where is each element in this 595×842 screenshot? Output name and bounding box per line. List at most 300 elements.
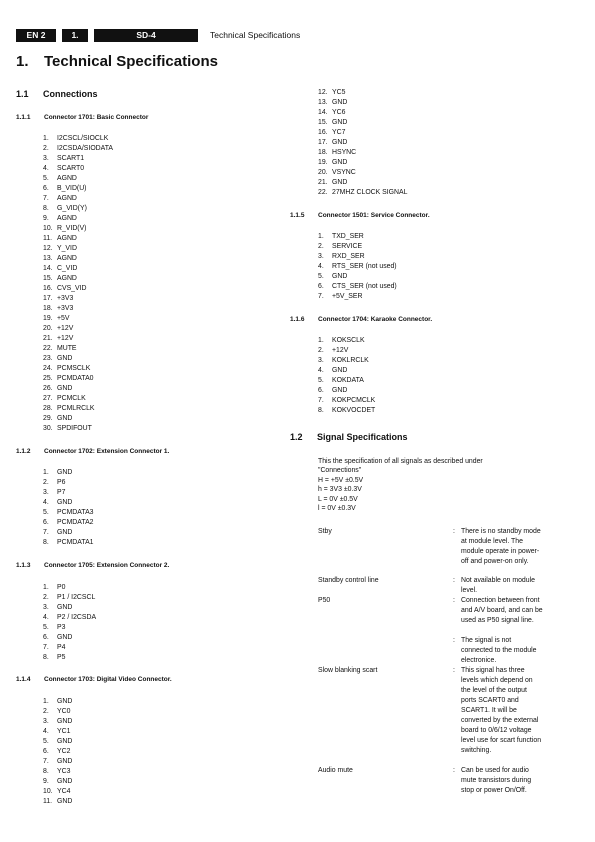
pin-signal-name: P2 / I2CSDA — [57, 614, 97, 621]
section-number: 1.2 — [290, 432, 303, 442]
pin-number: 2. — [43, 479, 49, 486]
signal-label: Audio mute — [318, 767, 353, 774]
section-number: 1.1.6 — [290, 316, 305, 323]
pin-number: 5. — [43, 738, 49, 745]
pin-list-item — [43, 334, 113, 344]
pin-signal-name: GND — [57, 634, 73, 641]
section-title: Connector 1703: Digital Video Connector. — [44, 676, 172, 683]
pin-signal-name: VSYNC — [332, 169, 356, 176]
voltage-spec-low: L = 0V ±0.5V — [318, 495, 358, 503]
pin-number: 4. — [43, 614, 49, 621]
signal-intro — [318, 457, 548, 513]
pin-number: 18. — [43, 305, 53, 312]
pin-number: 25. — [43, 375, 53, 382]
pin-list-item — [318, 178, 407, 188]
pin-signal-name: GND — [57, 385, 73, 392]
section-1-1-heading — [16, 89, 98, 99]
pin-list-item — [43, 528, 94, 538]
signal-label: Stby — [318, 528, 332, 535]
pin-signal-name: GND — [332, 387, 348, 394]
pin-list-item — [318, 356, 375, 366]
pin-list-item — [43, 244, 113, 254]
signal-description: Can be used for audio mute transistors during stop or power On/Off. — [461, 767, 532, 794]
pin-signal-name: RTS_SER (not used) — [332, 263, 397, 270]
pin-list-item — [43, 314, 113, 324]
pin-list-item — [43, 583, 96, 593]
pin-number: 5. — [318, 377, 324, 384]
pin-list-item — [43, 284, 113, 294]
pin-signal-name: GND — [57, 499, 73, 506]
pin-signal-name: KOKVOCDET — [332, 407, 376, 414]
page-title-text: Technical Specifications — [44, 53, 218, 70]
connector-1501-pin-list — [318, 232, 397, 302]
pin-signal-name: GND — [57, 415, 73, 422]
pin-list-item — [43, 324, 113, 334]
pin-signal-name: AGND — [57, 195, 77, 202]
pin-list-item — [43, 767, 72, 777]
pin-signal-name: RXD_SER — [332, 253, 365, 260]
pin-list-item — [43, 264, 113, 274]
pin-number: 14. — [318, 109, 328, 116]
section-1-1-1-heading — [16, 114, 148, 121]
section-1-1-4-heading — [16, 676, 172, 683]
pin-list-item — [318, 158, 407, 168]
pin-signal-name: GND — [57, 355, 73, 362]
pin-number: 6. — [43, 634, 49, 641]
pin-signal-name: SERVICE — [332, 243, 363, 250]
pin-list-item — [43, 707, 72, 717]
pin-signal-name: GND — [57, 529, 73, 536]
pin-list-item — [43, 354, 113, 364]
section-number: 1.1.5 — [290, 212, 305, 219]
pin-number: 23. — [43, 355, 53, 362]
pin-list-item — [43, 254, 113, 264]
pin-number: 1. — [43, 584, 49, 591]
pin-signal-name: GND — [57, 738, 73, 745]
pin-list-item — [43, 697, 72, 707]
pin-list-item — [43, 404, 113, 414]
pin-number: 1. — [318, 233, 324, 240]
pin-signal-name: 27MHZ CLOCK SIGNAL — [332, 189, 408, 196]
pin-number: 2. — [43, 708, 49, 715]
pin-list-item — [318, 242, 397, 252]
connector-1702-pin-list — [43, 468, 94, 548]
pin-list-item — [318, 262, 397, 272]
pin-number: 6. — [318, 283, 324, 290]
pin-number: 1. — [43, 135, 49, 142]
signal-label: P50 — [318, 597, 331, 604]
pin-list-item — [43, 384, 113, 394]
voltage-spec-high-3v3: h = 3V3 ±0.3V — [318, 486, 362, 494]
pin-number: 3. — [318, 253, 324, 260]
pin-list-item — [318, 138, 407, 148]
pin-number: 3. — [43, 489, 49, 496]
pin-list-item — [318, 128, 407, 138]
pin-number: 7. — [43, 195, 49, 202]
pin-signal-name: GND — [57, 758, 73, 765]
pin-number: 1. — [43, 698, 49, 705]
pin-list-item — [43, 603, 96, 613]
pin-list-item — [43, 304, 113, 314]
pin-signal-name: GND — [57, 778, 73, 785]
pin-list-item — [43, 144, 113, 154]
voltage-spec-low-03: l = 0V ±0.3V — [318, 505, 356, 513]
signal-description: Connection between front and A/V board, and can be used as P50 signal line. — [461, 597, 543, 624]
pin-list-item — [43, 757, 72, 767]
pin-signal-name: YC6 — [332, 109, 346, 116]
pin-number: 7. — [318, 397, 324, 404]
pin-signal-name: G_VID(Y) — [57, 205, 87, 212]
pin-number: 3. — [43, 155, 49, 162]
pin-number: 4. — [318, 263, 324, 270]
pin-signal-name: CVS_VID — [57, 285, 87, 292]
pin-list-item — [318, 148, 407, 158]
pin-signal-name: PCMSCLK — [57, 365, 91, 372]
pin-number: 2. — [43, 145, 49, 152]
pin-signal-name: +12V — [332, 347, 349, 354]
pin-number: 1. — [318, 337, 324, 344]
page-title-number: 1. — [16, 53, 29, 70]
pin-signal-name: AGND — [57, 235, 77, 242]
pin-signal-name: YC3 — [57, 768, 71, 775]
pin-list-item — [318, 292, 397, 302]
pin-signal-name: GND — [332, 273, 348, 280]
pin-list-item — [43, 194, 113, 204]
pin-number: 9. — [43, 778, 49, 785]
section-title: Connector 1705: Extension Connector 2. — [44, 562, 170, 569]
pin-signal-name: GND — [332, 159, 348, 166]
pin-list-item — [318, 232, 397, 242]
pin-number: 16. — [43, 285, 53, 292]
signal-description: This signal has three levels which depend on the level of the output ports SCART0 and SCART1. It will be converted by the external board to 0/6/12 voltage level use for scart function switching. — [461, 667, 542, 754]
intro-line: "Connections" — [318, 467, 362, 475]
pin-list-item — [318, 252, 397, 262]
pin-number: 18. — [318, 149, 328, 156]
connector-1703-pin-list-part2 — [318, 88, 407, 198]
pin-number: 6. — [43, 519, 49, 526]
page-title — [16, 53, 218, 70]
pin-number: 17. — [43, 295, 53, 302]
pin-signal-name: PCMLRCLK — [57, 405, 95, 412]
pin-number: 30. — [43, 425, 53, 432]
pin-signal-name: PCMDATA0 — [57, 375, 94, 382]
pin-number: 9. — [43, 215, 49, 222]
pin-signal-name: YC7 — [332, 129, 346, 136]
pin-signal-name: +12V — [57, 335, 74, 342]
pin-list-item — [43, 214, 113, 224]
pin-number: 22. — [318, 189, 328, 196]
pin-number: 21. — [318, 179, 328, 186]
pin-list-item — [318, 188, 407, 198]
pin-list-item — [43, 623, 96, 633]
section-number: 1.1.2 — [16, 448, 31, 455]
pin-signal-name: KOKPCMCLK — [332, 397, 376, 404]
pin-signal-name: GND — [57, 604, 73, 611]
pin-number: 8. — [43, 205, 49, 212]
section-title: Connector 1501: Service Connector. — [318, 212, 430, 219]
pin-number: 15. — [43, 275, 53, 282]
pin-list-item — [43, 797, 72, 807]
pin-signal-name: PCMDATA3 — [57, 509, 94, 516]
pin-number: 19. — [43, 315, 53, 322]
pin-list-item — [43, 747, 72, 757]
pin-list-item — [43, 488, 94, 498]
pin-signal-name: P5 — [57, 654, 66, 661]
pin-signal-name: CTS_SER (not used) — [332, 283, 397, 290]
pin-list-item — [43, 374, 113, 384]
pin-number: 12. — [318, 89, 328, 96]
pin-list-item — [43, 234, 113, 244]
pin-signal-name: GND — [332, 367, 348, 374]
pin-list-item — [43, 643, 96, 653]
pin-number: 20. — [318, 169, 328, 176]
pin-number: 7. — [43, 644, 49, 651]
section-number: 1.1.3 — [16, 562, 31, 569]
pin-list-item — [318, 98, 407, 108]
pin-list-item — [318, 366, 375, 376]
pin-signal-name: +3V3 — [57, 305, 74, 312]
pin-signal-name: GND — [57, 718, 73, 725]
pin-number: 11. — [43, 798, 53, 805]
connector-1703-pin-list-part1 — [43, 697, 72, 807]
section-number: 1.1.4 — [16, 676, 31, 683]
pin-signal-name: AGND — [57, 275, 77, 282]
pin-signal-name: YC5 — [332, 89, 346, 96]
pin-signal-name: GND — [57, 798, 73, 805]
signal-description: The signal is not connected to the module electronice. — [461, 637, 537, 664]
pin-list-item — [318, 282, 397, 292]
pin-list-item — [43, 134, 113, 144]
pin-number: 11. — [43, 235, 53, 242]
pin-number: 17. — [318, 139, 328, 146]
section-1-2-heading — [290, 432, 408, 442]
pin-list-item — [43, 274, 113, 284]
pin-signal-name: YC2 — [57, 748, 71, 755]
pin-signal-name: +5V_SER — [332, 293, 363, 300]
pin-signal-name: GND — [332, 179, 348, 186]
pin-number: 2. — [318, 347, 324, 354]
pin-signal-name: P4 — [57, 644, 66, 651]
intro-line: This the specification of all signals as described under — [318, 458, 483, 465]
pin-signal-name: P7 — [57, 489, 66, 496]
pin-list-item — [43, 204, 113, 214]
pin-number: 15. — [318, 119, 328, 126]
pin-number: 2. — [43, 594, 49, 601]
pin-list-item — [318, 386, 375, 396]
pin-number: 29. — [43, 415, 53, 422]
pin-signal-name: KOKSCLK — [332, 337, 365, 344]
pin-signal-name: Y_VID — [57, 245, 77, 252]
pin-list-item — [43, 424, 113, 434]
pin-signal-name: AGND — [57, 215, 77, 222]
pin-number: 26. — [43, 385, 53, 392]
pin-list-item — [318, 168, 407, 178]
section-title: Connector 1701: Basic Connector — [44, 114, 149, 121]
pin-number: 21. — [43, 335, 53, 342]
pin-signal-name: C_VID — [57, 265, 78, 272]
pin-signal-name: KOKDATA — [332, 377, 364, 384]
pin-number: 3. — [318, 357, 324, 364]
pin-signal-name: YC4 — [57, 788, 71, 795]
pin-signal-name: I2CSDA/SIODATA — [57, 145, 114, 152]
section-1-1-5-heading — [290, 212, 430, 219]
pin-list-item — [43, 787, 72, 797]
pin-signal-name: GND — [332, 99, 348, 106]
connector-1705-pin-list — [43, 583, 96, 663]
pin-signal-name: AGND — [57, 255, 77, 262]
pin-number: 5. — [318, 273, 324, 280]
header-title: Technical Specifications — [210, 30, 301, 40]
pin-signal-name: YC1 — [57, 728, 71, 735]
pin-number: 13. — [43, 255, 53, 262]
pin-list-item — [43, 717, 72, 727]
pin-number: 24. — [43, 365, 53, 372]
pin-number: 4. — [43, 728, 49, 735]
pin-list-item — [318, 336, 375, 346]
pin-list-item — [318, 272, 397, 282]
pin-number: 4. — [43, 165, 49, 172]
pin-list-item — [43, 518, 94, 528]
language-tag: EN 2 — [16, 29, 56, 42]
signal-description: There is no standby mode at module level. The module operate in power-off and power-on only. — [461, 528, 541, 565]
section-1-1-2-heading — [16, 448, 169, 455]
pin-list-item — [318, 406, 375, 416]
pin-list-item — [43, 174, 113, 184]
pin-list-item — [43, 394, 113, 404]
pin-number: 6. — [318, 387, 324, 394]
pin-signal-name: +12V — [57, 325, 74, 332]
pin-number: 13. — [318, 99, 328, 106]
pin-number: 28. — [43, 405, 53, 412]
section-1-1-3-heading — [16, 562, 169, 569]
pin-list-item — [43, 613, 96, 623]
section-title: Connector 1702: Extension Connector 1. — [44, 448, 170, 455]
pin-signal-name: GND — [332, 119, 348, 126]
pin-signal-name: SCART1 — [57, 155, 85, 162]
pin-list-item — [318, 346, 375, 356]
pin-signal-name: GND — [57, 469, 73, 476]
pin-signal-name: +5V — [57, 315, 70, 322]
pin-signal-name: P0 — [57, 584, 66, 591]
pin-number: 2. — [318, 243, 324, 250]
pin-signal-name: YC0 — [57, 708, 71, 715]
pin-number: 12. — [43, 245, 53, 252]
pin-list-item — [43, 224, 113, 234]
pin-number: 8. — [43, 654, 49, 661]
pin-list-item — [43, 633, 96, 643]
pin-number: 14. — [43, 265, 53, 272]
pin-list-item — [43, 538, 94, 548]
voltage-spec-high: H = +5V ±0.5V — [318, 476, 364, 484]
section-1-1-6-heading — [290, 316, 432, 323]
pin-list-item — [43, 344, 113, 354]
pin-list-item — [43, 508, 94, 518]
pin-number: 6. — [43, 748, 49, 755]
pin-signal-name: HSYNC — [332, 149, 357, 156]
pin-number: 20. — [43, 325, 53, 332]
page-header — [16, 28, 300, 42]
pin-signal-name: P3 — [57, 624, 66, 631]
pin-signal-name: SPDIFOUT — [57, 425, 92, 432]
pin-number: 19. — [318, 159, 328, 166]
pin-signal-name: GND — [332, 139, 348, 146]
section-number: 1.1.1 — [16, 114, 31, 121]
connector-1704-pin-list — [318, 336, 375, 416]
pin-signal-name: P1 / I2CSCL — [57, 594, 96, 601]
pin-list-item — [318, 88, 407, 98]
pin-signal-name: MUTE — [57, 345, 77, 352]
pin-list-item — [43, 364, 113, 374]
pin-number: 8. — [43, 539, 49, 546]
pin-list-item — [43, 498, 94, 508]
pin-signal-name: SCART0 — [57, 165, 85, 172]
pin-signal-name: AGND — [57, 175, 77, 182]
pin-number: 7. — [43, 758, 49, 765]
pin-number: 3. — [43, 718, 49, 725]
pin-signal-name: PCMDATA2 — [57, 519, 94, 526]
pin-list-item — [43, 478, 94, 488]
section-title: Connector 1704: Karaoke Connector. — [318, 316, 433, 323]
pin-number: 3. — [43, 604, 49, 611]
pin-number: 10. — [43, 225, 53, 232]
section-title: Connections — [43, 89, 98, 99]
pin-signal-name: P6 — [57, 479, 66, 486]
pin-list-item — [43, 737, 72, 747]
pin-signal-name: PCMDATA1 — [57, 539, 94, 546]
pin-signal-name: R_VID(V) — [57, 225, 87, 232]
pin-list-item — [43, 164, 113, 174]
section-tag: 1. — [62, 29, 88, 42]
section-title: Signal Specifications — [317, 432, 408, 442]
pin-signal-name: PCMCLK — [57, 395, 86, 402]
pin-signal-name: B_VID(U) — [57, 185, 87, 192]
signal-label: Slow blanking scart — [318, 667, 378, 674]
pin-number: 7. — [318, 293, 324, 300]
pin-number: 7. — [43, 529, 49, 536]
pin-signal-name: GND — [57, 698, 73, 705]
model-tag: SD-4 — [94, 29, 198, 42]
pin-number: 5. — [43, 175, 49, 182]
pin-number: 10. — [43, 788, 53, 795]
pin-number: 5. — [43, 624, 49, 631]
pin-list-item — [43, 653, 96, 663]
pin-number: 4. — [318, 367, 324, 374]
pin-list-item — [318, 376, 375, 386]
pin-list-item — [43, 727, 72, 737]
section-number: 1.1 — [16, 89, 29, 99]
pin-number: 16. — [318, 129, 328, 136]
pin-number: 5. — [43, 509, 49, 516]
pin-number: 1. — [43, 469, 49, 476]
pin-signal-name: +3V3 — [57, 295, 74, 302]
signal-description: Not available on module level. — [461, 577, 535, 594]
pin-number: 4. — [43, 499, 49, 506]
pin-signal-name: I2CSCL/SIOCLK — [57, 135, 109, 142]
pin-list-item — [43, 593, 96, 603]
pin-number: 22. — [43, 345, 53, 352]
pin-list-item — [43, 777, 72, 787]
pin-list-item — [43, 468, 94, 478]
pin-list-item — [43, 184, 113, 194]
pin-signal-name: KOKLRCLK — [332, 357, 369, 364]
pin-signal-name: TXD_SER — [332, 233, 364, 240]
pin-list-item — [43, 414, 113, 424]
signal-label: Standby control line — [318, 577, 379, 584]
pin-list-item — [318, 118, 407, 128]
pin-list-item — [43, 154, 113, 164]
pin-list-item — [43, 294, 113, 304]
connector-1701-pin-list — [43, 134, 113, 434]
